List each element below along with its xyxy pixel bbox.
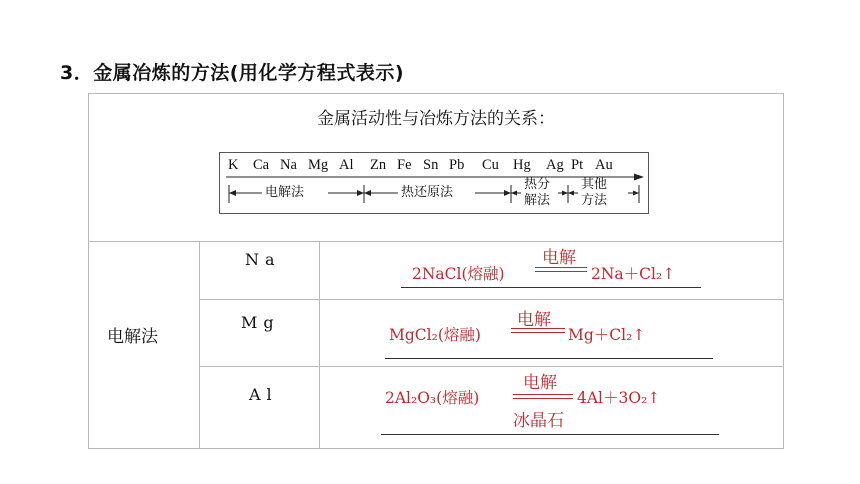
metal-item: Hg (513, 157, 531, 173)
metal-item: Cu (482, 157, 499, 173)
equation-left: 2NaCl(熔融) (412, 265, 505, 283)
metal-item: Al (339, 157, 354, 173)
answer-line (401, 287, 701, 288)
equation-equals (511, 332, 565, 333)
equation-equals (513, 398, 573, 399)
metal-cell: Al (249, 385, 278, 404)
equation-condition: 电解 (523, 373, 557, 393)
method-other: 其他 (581, 177, 608, 192)
table-divider (89, 241, 783, 242)
metal-item: Pb (449, 157, 465, 173)
table-divider (199, 241, 200, 449)
table-divider (199, 299, 783, 300)
metal-cell: Na (245, 250, 281, 269)
method-thermal-decomposition: 热分 (524, 177, 551, 192)
equation-condition: 电解 (542, 248, 576, 268)
metal-item: Sn (423, 157, 439, 173)
metal-cell: Mg (241, 313, 280, 332)
metal-item: Pt (571, 157, 584, 173)
metal-item: Fe (397, 157, 412, 173)
answer-line (381, 434, 719, 435)
equation-left: 2Al₂O₃(熔融) (385, 389, 480, 407)
equation-equals (511, 328, 565, 329)
equation-right: 4Al＋3O₂↑ (577, 389, 661, 407)
row-header-electrolysis: 电解法 (107, 327, 158, 347)
equation-condition: 电解 (517, 310, 551, 330)
metal-item: Ca (253, 157, 270, 173)
metal-item: K (228, 157, 239, 173)
table-divider (319, 241, 320, 449)
equation-equals (535, 271, 587, 272)
metal-item: Na (280, 157, 297, 173)
metal-item: Zn (370, 157, 387, 173)
relation-title: 金属活动性与冶炼方法的关系： (317, 109, 555, 129)
method-thermal-decomposition: 解法 (524, 193, 551, 208)
equation-left: MgCl₂(熔融) (389, 326, 481, 344)
method-electrolysis: 电解法 (265, 185, 305, 200)
metal-item: Ag (546, 157, 564, 173)
metal-item: Au (595, 157, 613, 173)
equation-right: 2Na＋Cl₂↑ (591, 265, 676, 283)
metal-item: Mg (308, 157, 329, 173)
table-divider (199, 366, 783, 367)
equation-catalyst: 冰晶石 (513, 411, 564, 431)
smelting-methods-table (88, 93, 784, 449)
equation-equals (513, 394, 573, 395)
equation-right: Mg＋Cl₂↑ (568, 326, 646, 344)
method-thermal-reduction: 热还原法 (401, 185, 454, 200)
equation-equals (535, 267, 587, 268)
section-heading: 3．金属冶炼的方法(用化学方程式表示) (60, 62, 405, 84)
method-other: 方法 (581, 193, 608, 208)
metal-activity-series (219, 152, 649, 214)
answer-line (385, 358, 713, 359)
